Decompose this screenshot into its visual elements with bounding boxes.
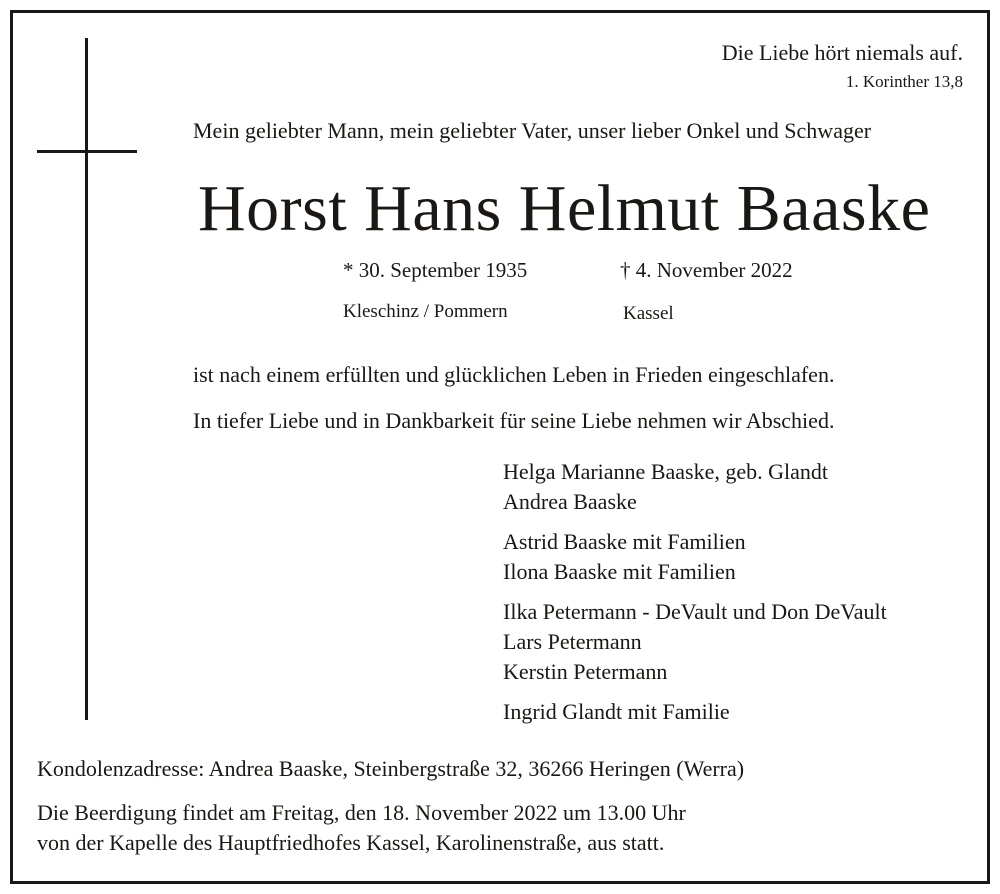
mourner-name: Ilka Petermann - DeVault und Don DeVault xyxy=(503,599,887,624)
mourner-name: Andrea Baaske xyxy=(503,489,637,514)
mourner-name: Ingrid Glandt mit Familie xyxy=(503,699,730,724)
funeral-info-line-1: Die Beerdigung findet am Freitag, den 18. November 2022 um 13.00 Uhr xyxy=(37,800,686,825)
condolence-address: Kondolenzadresse: Andrea Baaske, Steinbergstraße 32, 36266 Heringen (Werra) xyxy=(37,756,745,781)
cross-horizontal-bar xyxy=(37,150,137,153)
bible-quote: Die Liebe hört niemals auf. xyxy=(721,40,963,65)
mourner-group xyxy=(503,697,887,727)
text-line-peaceful: ist nach einem erfüllten und glücklichen Leben in Frieden eingeschlafen. xyxy=(193,362,835,387)
mourner-name: Astrid Baaske mit Familien xyxy=(503,529,746,554)
death-date: † 4. November 2022 xyxy=(620,258,793,282)
mourner-name: Ilona Baaske mit Familien xyxy=(503,559,736,584)
birth-date: * 30. September 1935 xyxy=(343,258,528,282)
death-place: Kassel xyxy=(623,303,674,324)
mourner-name: Kerstin Petermann xyxy=(503,659,668,684)
text-line-farewell: In tiefer Liebe und in Dankbarkeit für seine Liebe nehmen wir Abschied. xyxy=(193,408,835,433)
mourner-group xyxy=(503,597,887,687)
intro-line: Mein geliebter Mann, mein geliebter Vater, unser lieber Onkel und Schwager xyxy=(193,118,872,143)
cross-vertical-bar xyxy=(85,38,88,720)
deceased-name: Horst Hans Helmut Baaske xyxy=(198,172,931,245)
birth-place: Kleschinz / Pommern xyxy=(343,301,508,322)
mourner-group xyxy=(503,457,887,517)
mourner-group xyxy=(503,527,887,587)
mourner-name: Lars Petermann xyxy=(503,629,642,654)
bible-quote-reference: 1. Korinther 13,8 xyxy=(845,72,963,91)
mourner-name: Helga Marianne Baaske, geb. Glandt xyxy=(503,459,828,484)
funeral-info-line-2: von der Kapelle des Hauptfriedhofes Kassel, Karolinenstraße, aus statt. xyxy=(37,830,665,855)
mourners-list xyxy=(503,457,887,727)
